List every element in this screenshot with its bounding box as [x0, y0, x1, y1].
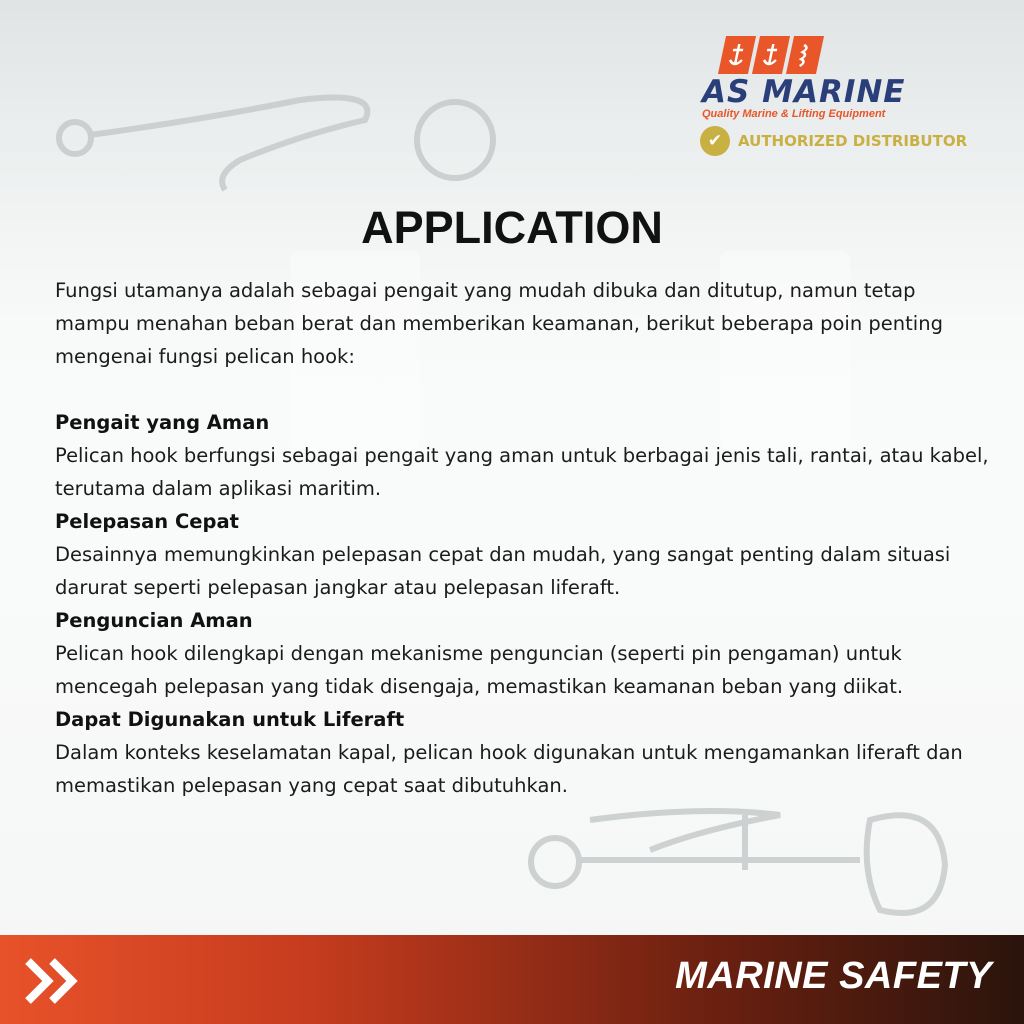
double-chevron-right-icon — [22, 955, 84, 1012]
point-text: Pelican hook dilengkapi dengan mekanisme penguncian (seperti pin pengaman) untuk mencegah pelepasan yang tidak disengaja, memastikan keamanan beban yang diikat. — [55, 642, 904, 698]
brand-name: AS MARINE — [702, 74, 906, 110]
logo-mark — [722, 36, 820, 74]
point-item — [55, 604, 990, 703]
point-heading: Pengait yang Aman — [55, 411, 270, 434]
anchor-icon — [718, 36, 756, 74]
point-heading: Pelepasan Cepat — [55, 510, 239, 533]
point-heading: Penguncian Aman — [55, 609, 253, 632]
check-badge-icon: ✔ — [700, 126, 730, 156]
badge-label: AUTHORIZED DISTRIBUTOR — [738, 132, 968, 150]
point-item — [55, 406, 990, 505]
point-item — [55, 703, 990, 802]
point-text: Desainnya memungkinkan pelepasan cepat dan mudah, yang sangat penting dalam situasi darurat seperti pelepasan jangkar atau pelepasan liferaft. — [55, 543, 951, 599]
brand-logo — [700, 34, 990, 164]
point-text: Pelican hook berfungsi sebagai pengait yang aman untuk berbagai jenis tali, rantai, atau kabel, terutama dalam aplikasi maritim. — [55, 444, 989, 500]
authorized-badge — [700, 126, 967, 156]
anchor-icon — [752, 36, 790, 74]
footer-bar — [0, 935, 1024, 1024]
page-title: APPLICATION — [361, 202, 663, 253]
footer-label: MARINE SAFETY — [675, 955, 992, 997]
point-heading: Dapat Digunakan untuk Liferaft — [55, 708, 405, 731]
brand-tagline: Quality Marine & Lifting Equipment — [702, 108, 886, 120]
intro-paragraph: Fungsi utamanya adalah sebagai pengait yang mudah dibuka dan ditutup, namun tetap mampu menahan beban berat dan memberikan keamanan, berikut beberapa poin penting mengenai fungsi pelican hook: — [55, 279, 943, 368]
chain-icon — [786, 36, 824, 74]
point-item — [55, 505, 990, 604]
content-body — [55, 274, 990, 802]
point-text: Dalam konteks keselamatan kapal, pelican hook digunakan untuk mengamankan liferaft dan memastikan pelepasan yang cepat saat dibutuhkan. — [55, 741, 963, 797]
